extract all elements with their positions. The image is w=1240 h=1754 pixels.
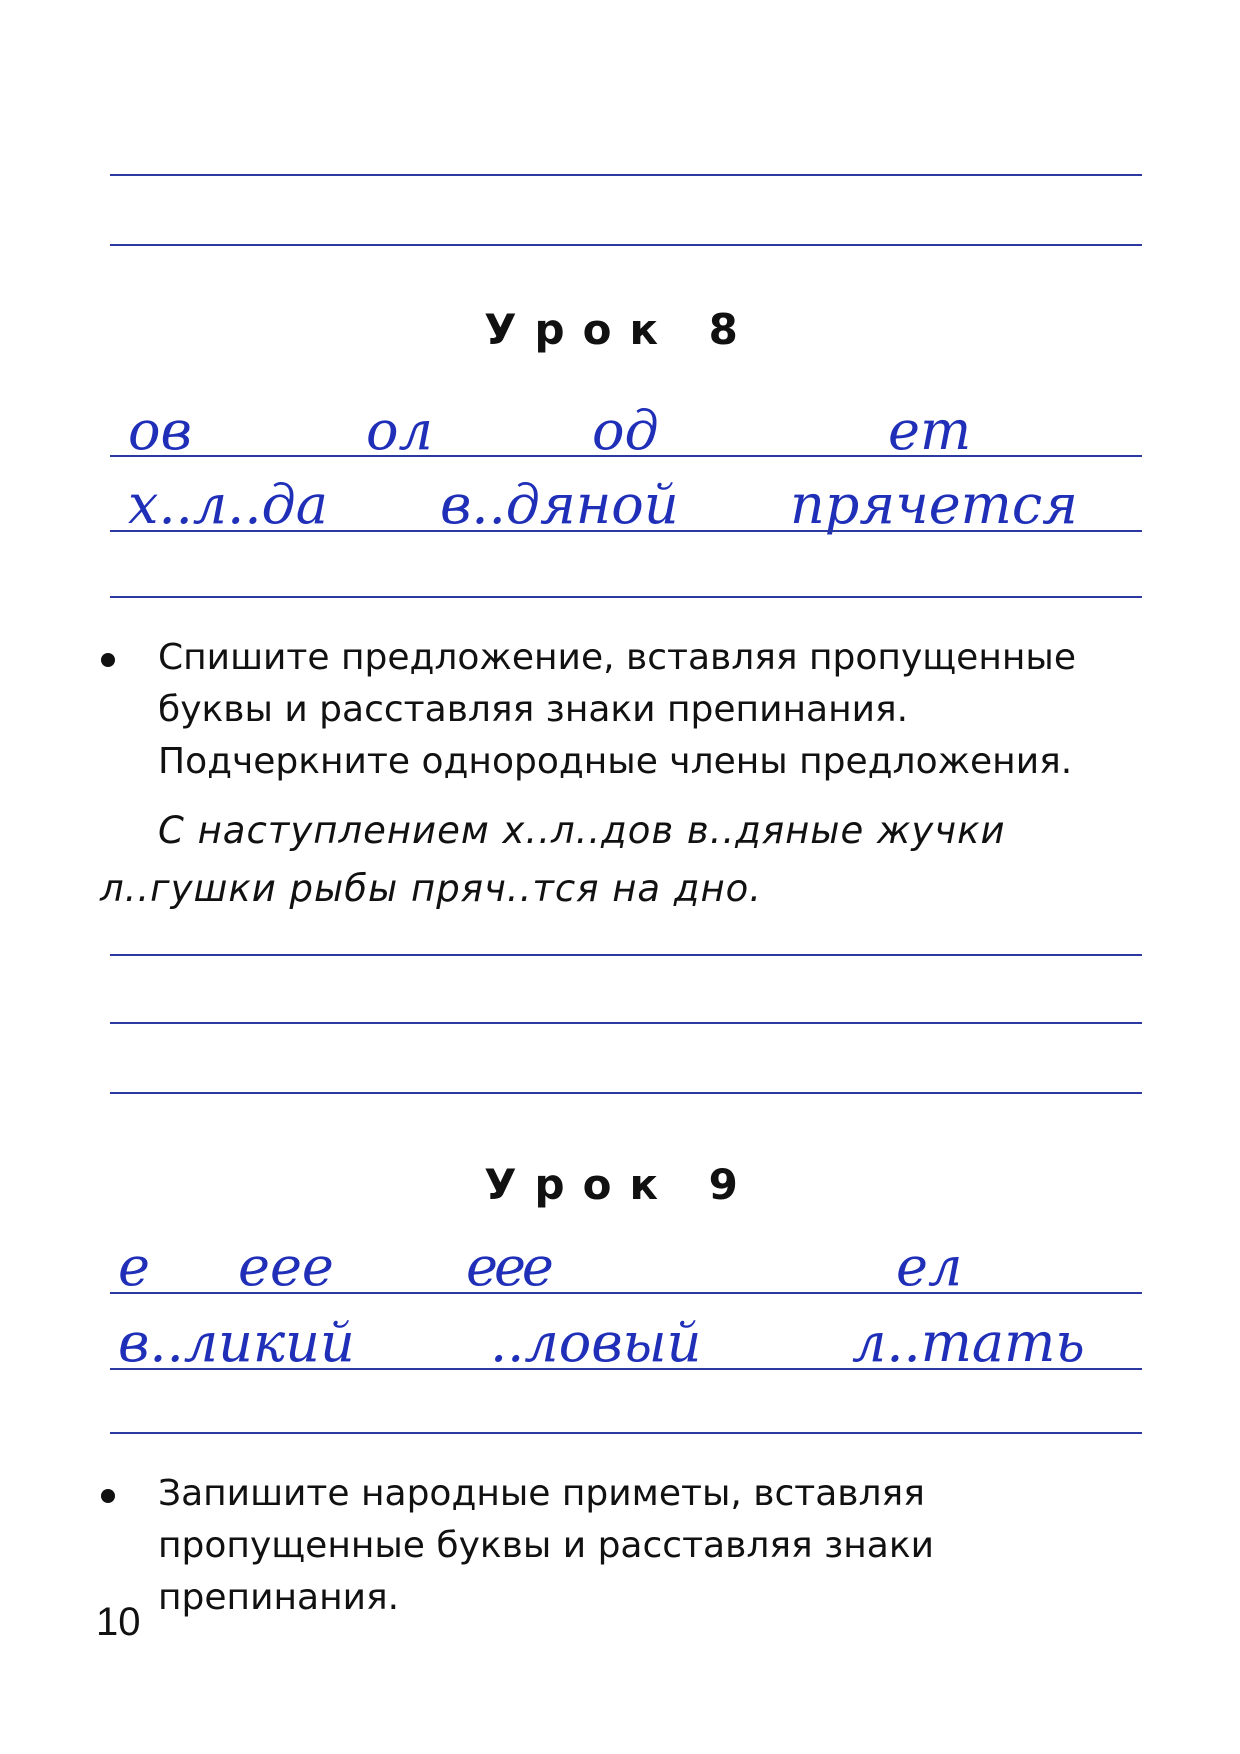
bullet xyxy=(101,653,115,667)
writing-line xyxy=(110,1022,1142,1024)
script-sample: ет xyxy=(888,399,972,462)
script-word: ..ловый xyxy=(490,1311,702,1374)
script-word: прячется xyxy=(790,473,1078,536)
script-word: л..тать xyxy=(852,1311,1085,1374)
script-word: х..л..да xyxy=(128,473,328,536)
writing-line xyxy=(110,1432,1142,1434)
lesson-8-sentence: С наступлением х..л..дов в..дяные жучки л..гушки рыбы пряч..тся на дно. xyxy=(100,809,1006,910)
writing-line xyxy=(110,596,1142,598)
writing-line xyxy=(110,1292,1142,1294)
script-sample: е xyxy=(118,1235,150,1298)
writing-line xyxy=(110,174,1142,176)
lesson-8-title: Урок 8 xyxy=(484,305,756,354)
script-sample: ол xyxy=(366,399,433,462)
lesson-9-instruction: Запишите народные приметы, вставляя пропущенные буквы и расставляя знаки препинания. xyxy=(158,1473,934,1618)
script-sample: ел xyxy=(896,1235,963,1298)
bullet xyxy=(101,1489,115,1503)
writing-line xyxy=(110,244,1142,246)
script-sample: еее xyxy=(238,1235,334,1298)
writing-line xyxy=(110,954,1142,956)
lesson-8-instruction: Спишите предложение, вставляя пропущенные буквы и расставляя знаки препинания. Подчеркните однородные члены предложения. xyxy=(158,637,1076,782)
script-word: в..ликий xyxy=(118,1311,355,1374)
page-number: 10 xyxy=(96,1600,141,1644)
lesson-9-title: Урок 9 xyxy=(484,1160,756,1209)
writing-line xyxy=(110,530,1142,532)
script-sample: ов xyxy=(128,399,192,462)
writing-line xyxy=(110,455,1142,457)
script-sample: од xyxy=(592,399,659,462)
writing-line xyxy=(110,1368,1142,1370)
script-word: в..дяной xyxy=(440,473,679,536)
script-sample: еее xyxy=(466,1235,550,1298)
writing-line xyxy=(110,1092,1142,1094)
